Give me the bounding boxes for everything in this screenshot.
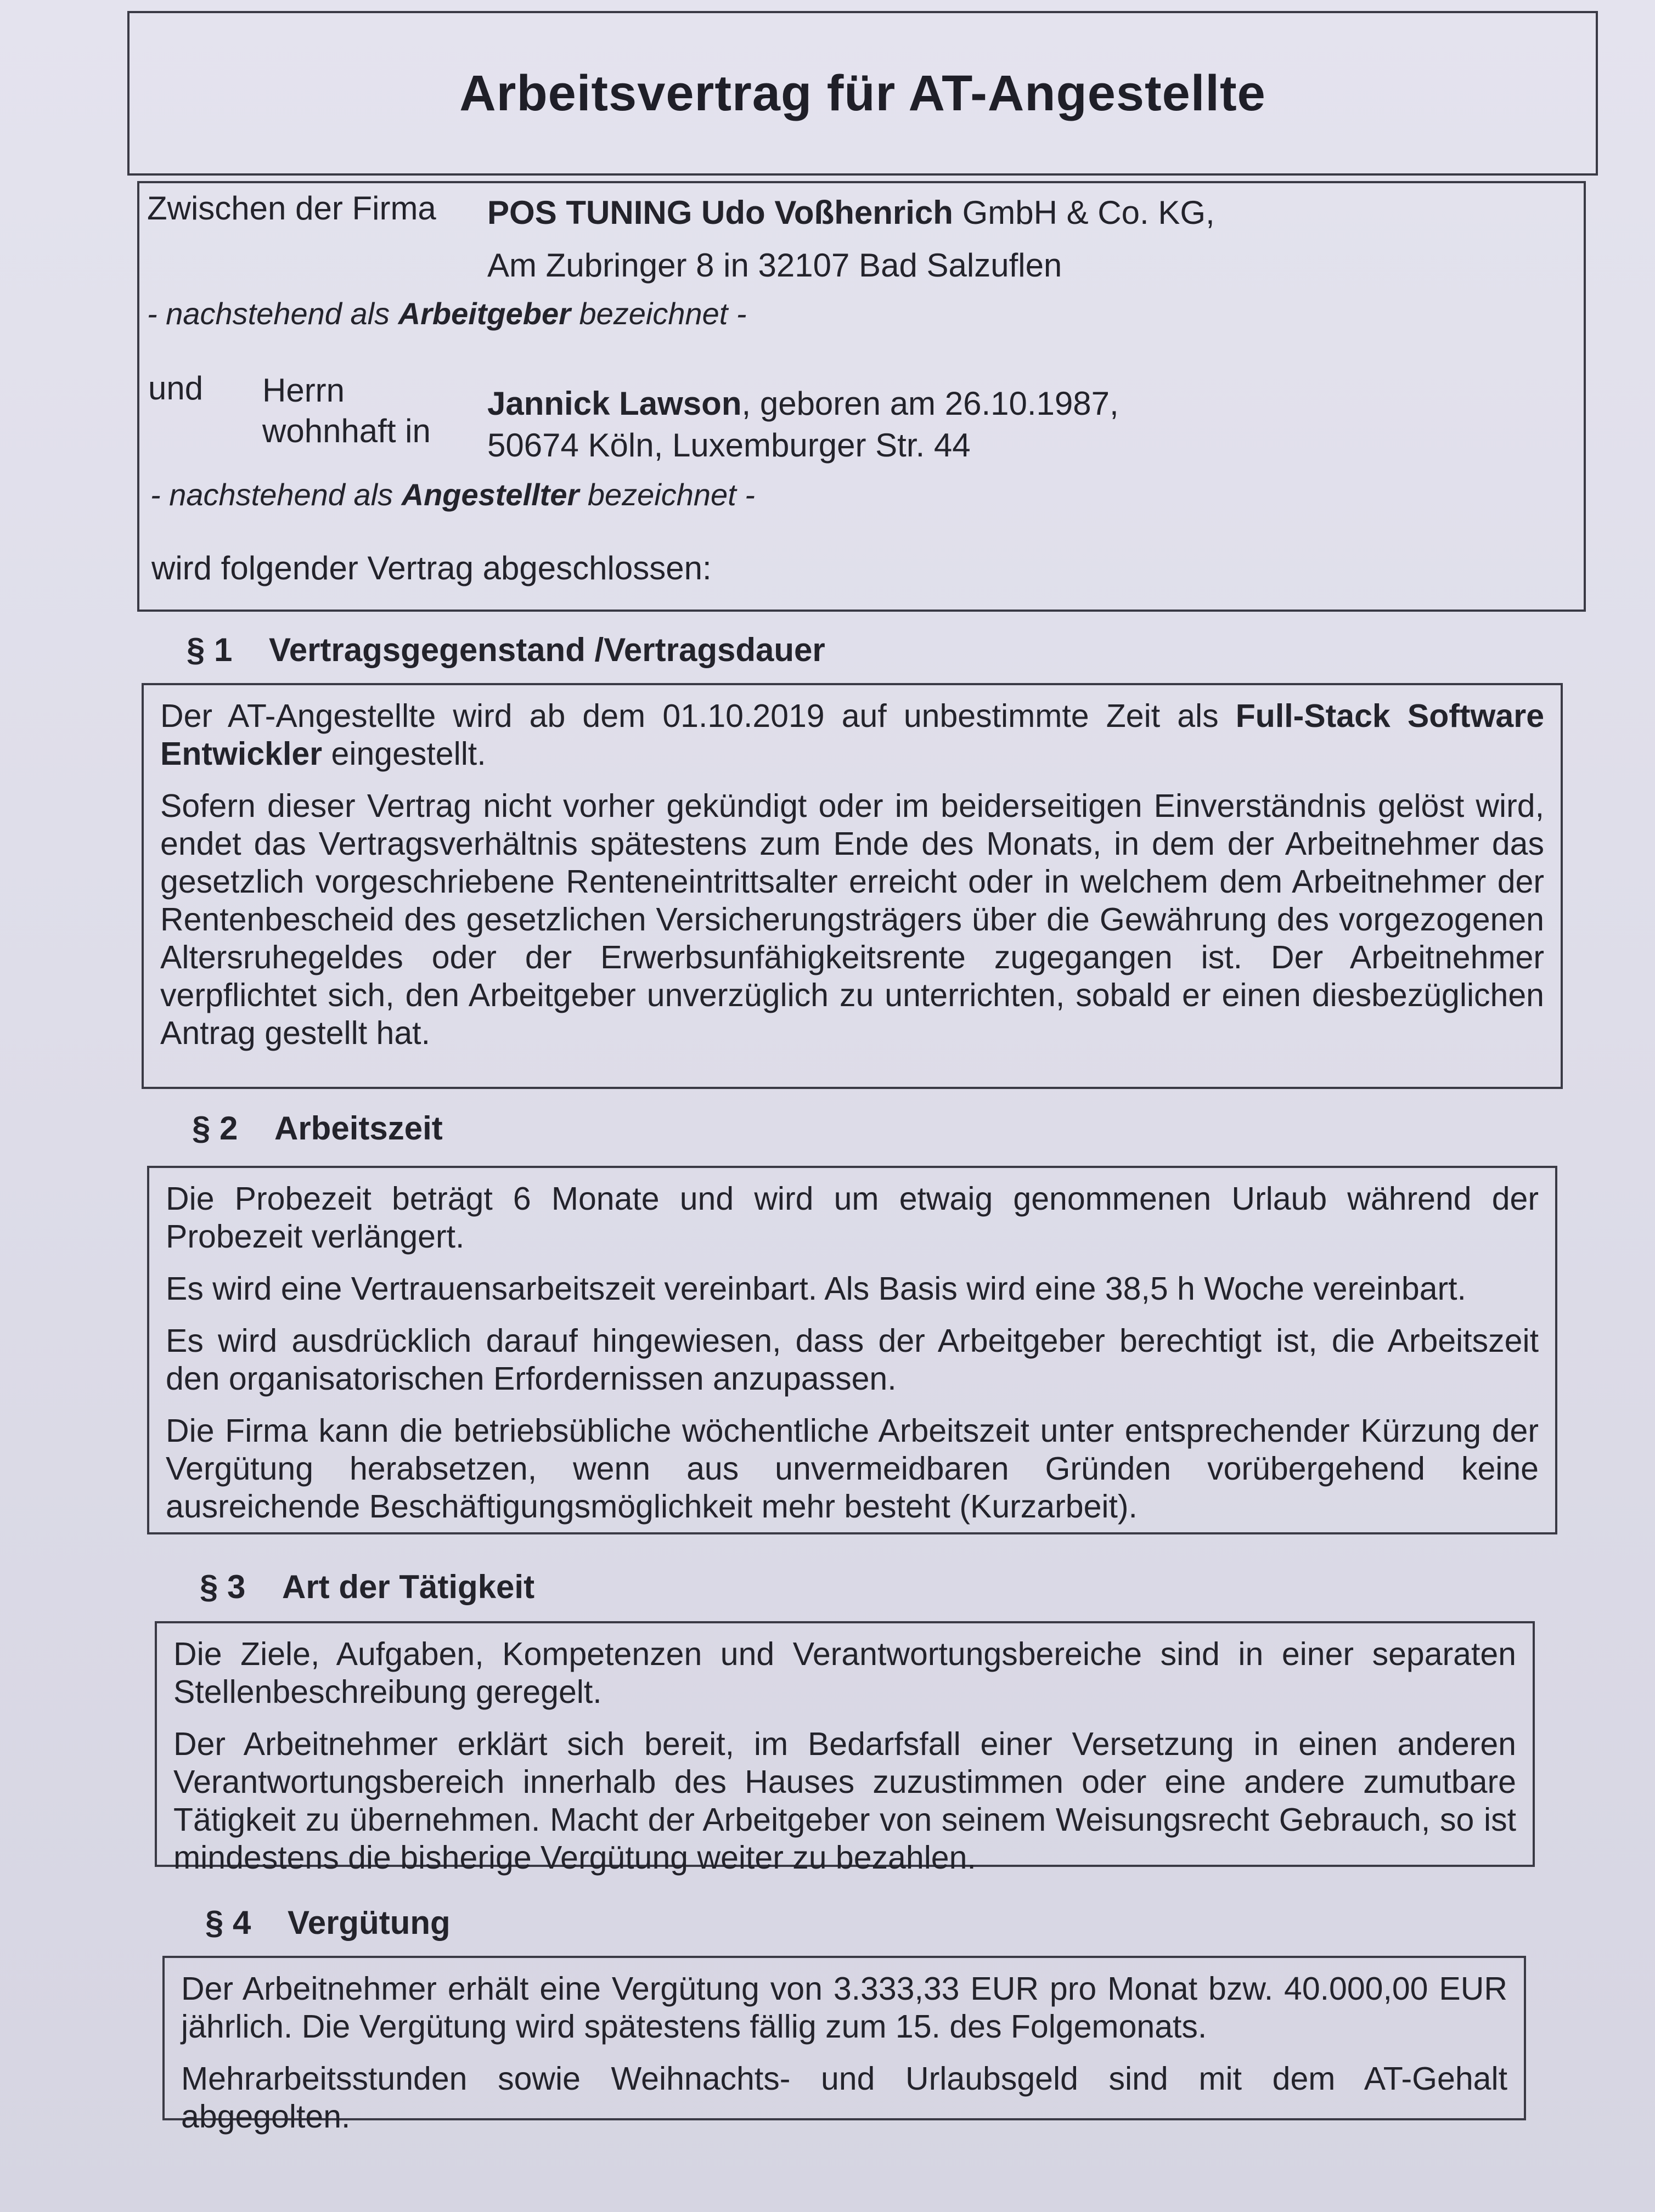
employee-note bbox=[150, 475, 755, 515]
between-label: Zwischen der Firma bbox=[147, 190, 436, 227]
section-3-paragraph-2: Der Arbeitnehmer erklärt sich bereit, im Bedarfsfall einer Versetzung in einen anderen Verantwortungsbereich innerhalb des Hauses zuzustimmen oder eine andere zumutbare Tätigkeit zu übernehmen. Macht der Arbeitgeber von seinem Weisungsrecht Gebrauch, so ist mindestens die bisherige Vergütung weiter zu bezahlen. bbox=[173, 1726, 1516, 1876]
section-2-heading bbox=[192, 1109, 443, 1147]
title-box bbox=[127, 11, 1598, 176]
company-suffix: GmbH & Co. KG, bbox=[953, 194, 1215, 231]
section-3-heading bbox=[200, 1568, 534, 1606]
and-label: und bbox=[148, 370, 204, 407]
employer-note-pre: - nachstehend als bbox=[147, 296, 398, 331]
section-2-number: § 2 bbox=[192, 1110, 238, 1147]
section-1-box bbox=[142, 683, 1563, 1089]
section-1-heading bbox=[187, 631, 825, 669]
employee-note-bold: Angestellter bbox=[401, 477, 579, 512]
section-4-box bbox=[162, 1956, 1526, 2135]
section-2-paragraph-1: Die Probezeit beträgt 6 Monate und wird um etwaig genommenen Urlaub während der Probezeit verlängert. bbox=[166, 1181, 1539, 1255]
employee-note-pre: - nachstehend als bbox=[150, 477, 402, 512]
employer-note bbox=[147, 294, 747, 334]
employer-note-post: bezeichnet - bbox=[570, 296, 747, 331]
section-4-paragraph-2: Mehrarbeitsstunden sowie Weihnachts- und Urlaubsgeld sind mit dem AT-Gehalt abgegolten. bbox=[181, 2061, 1507, 2135]
section-1-job-title: Full-Stack Software Entwickler bbox=[160, 698, 1545, 772]
section-2-paragraph-3: Es wird ausdrücklich darauf hingewiesen, dass der Arbeitgeber berechtigt ist, die Arbeitszeit den organisatorischen Erfordernissen anzupassen. bbox=[166, 1323, 1539, 1397]
section-3-paragraph-1: Die Ziele, Aufgaben, Kompetenzen und Verantwortungsbereiche sind in einer separaten Stellenbeschreibung geregelt. bbox=[173, 1636, 1516, 1710]
section-2-paragraph-4: Die Firma kann die betriebsübliche wöchentliche Arbeitszeit unter entsprechender Kürzung der Vergütung herabsetzen, wenn aus unvermeidbaren Gründen vorübergehend keine ausreichende Beschäftigungsmöglichkeit mehr besteht (Kurzarbeit). bbox=[166, 1413, 1539, 1525]
section-1-p1-post: eingestellt. bbox=[322, 736, 486, 772]
section-1-p1-pre: Der AT-Angestellte wird ab dem 01.10.2019 auf unbestimmte Zeit als bbox=[160, 698, 1236, 734]
employee-address: 50674 Köln, Luxemburger Str. 44 bbox=[487, 427, 971, 464]
section-1-paragraph-1 bbox=[160, 697, 1544, 773]
section-3-box bbox=[155, 1621, 1535, 1876]
section-1-paragraph-2: Sofern dieser Vertrag nicht vorher gekündigt oder im beiderseitigen Einverständnis gelöst wird, endet das Vertragsverhältnis spätestens zum Ende des Monats, in dem der Arbeitnehmer das gesetzlich vorgeschriebene Renteneintrittsalter erreicht oder in welchem dem Arbeitnehmer der Rentenbescheid des gesetzlichen Versicherungsträgers über die Gewährung des vorgezogenen Altersruhegeldes oder der Erwerbsunfähigkeitsrente zugegangen ist. Der Arbeitnehmer verpflichtet sich, den Arbeitgeber unverzüglich zu unterrichten, sobald er einen diesbezüglichen Antrag gestellt hat. bbox=[160, 788, 1544, 1051]
section-3-number: § 3 bbox=[200, 1568, 246, 1605]
section-3-title: Art der Tätigkeit bbox=[282, 1568, 535, 1605]
section-4-heading bbox=[205, 1904, 451, 1942]
salutation: Herrn bbox=[262, 372, 345, 409]
section-4-title: Vergütung bbox=[288, 1904, 451, 1941]
document-title: Arbeitsvertrag für AT-Angestellte bbox=[459, 65, 1266, 121]
employee-line bbox=[487, 384, 1119, 424]
employee-birth: , geboren am 26.10.1987, bbox=[741, 385, 1119, 422]
employer-note-bold: Arbeitgeber bbox=[398, 296, 571, 331]
company-line bbox=[487, 193, 1215, 233]
section-1-number: § 1 bbox=[187, 631, 233, 668]
company-address: Am Zubringer 8 in 32107 Bad Salzuflen bbox=[487, 247, 1062, 284]
section-2-box bbox=[147, 1166, 1557, 1534]
employee-note-post: bezeichnet - bbox=[579, 477, 755, 512]
closing-line: wird folgender Vertrag abgeschlossen: bbox=[151, 550, 712, 586]
section-2-title: Arbeitszeit bbox=[274, 1110, 443, 1147]
employee-name: Jannick Lawson bbox=[487, 385, 742, 422]
company-name: POS TUNING Udo Voßhenrich bbox=[487, 194, 953, 231]
section-4-number: § 4 bbox=[205, 1904, 251, 1941]
section-2-paragraph-2: Es wird eine Vertrauensarbeitszeit vereinbart. Als Basis wird eine 38,5 h Woche vereinbart. bbox=[166, 1271, 1466, 1307]
section-1-title: Vertragsgegenstand /Vertragsdauer bbox=[269, 631, 825, 668]
section-4-paragraph-1: Der Arbeitnehmer erhält eine Vergütung von 3.333,33 EUR pro Monat bzw. 40.000,00 EUR jährlich. Die Vergütung wird spätestens fällig zum 15. des Folgemonats. bbox=[181, 1971, 1507, 2045]
residence-label: wohnhaft in bbox=[262, 413, 431, 449]
